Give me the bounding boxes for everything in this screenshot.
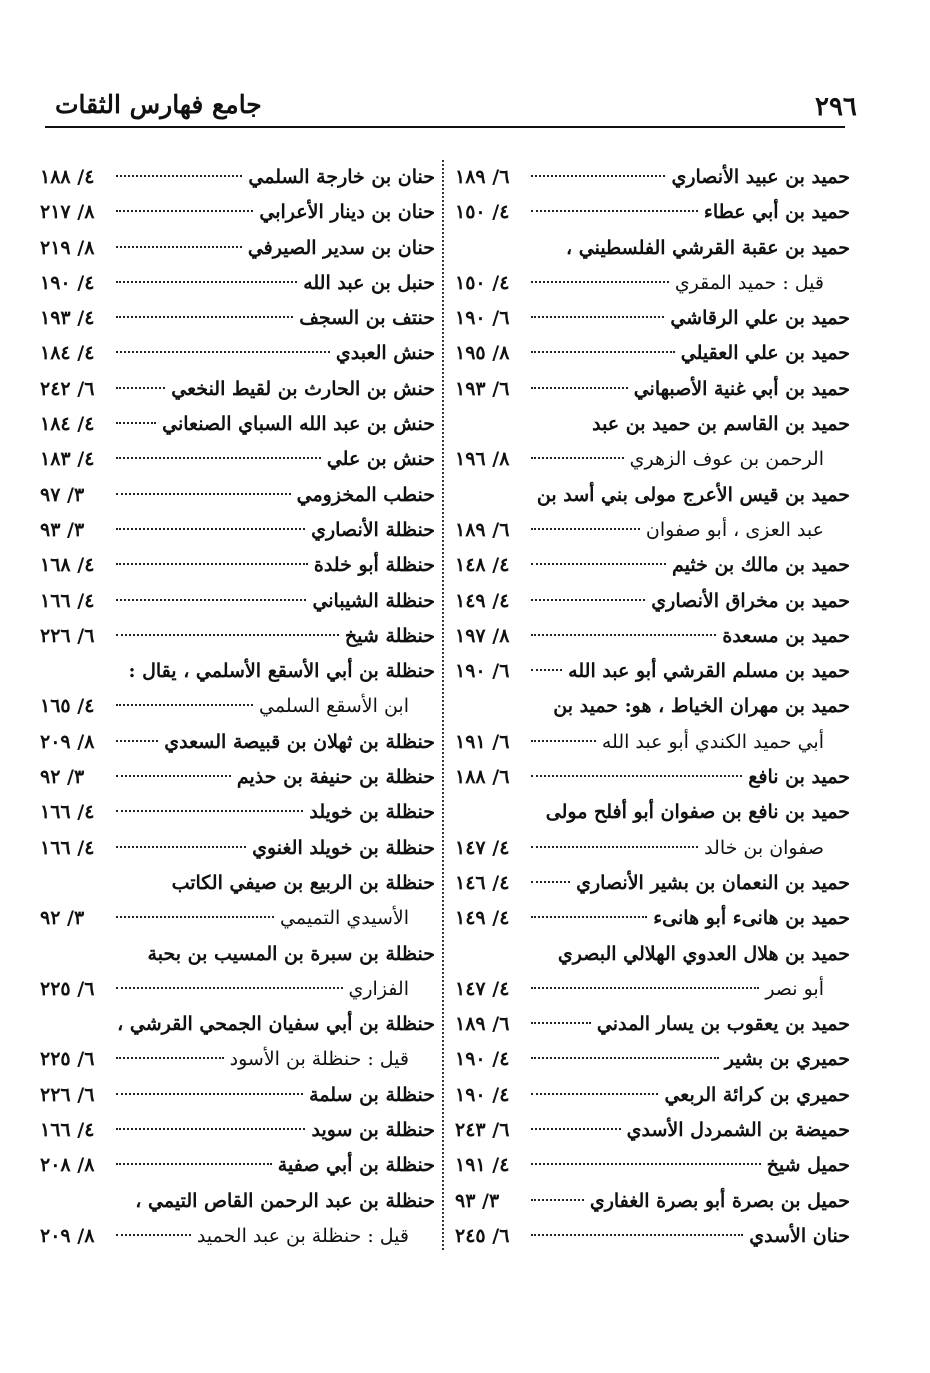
dot-leader <box>116 987 343 989</box>
index-entry <box>40 336 435 371</box>
index-entry <box>455 937 850 972</box>
entry-name: حميد بن نافع <box>748 766 850 789</box>
dot-leader <box>531 1128 621 1130</box>
entry-name: حميد بن يعقوب بن يسار المدني <box>596 1013 850 1036</box>
entry-name: حنظلة بن سويد <box>311 1119 435 1142</box>
entry-name: حنظلة بن خويلد <box>309 801 435 824</box>
entry-name: حميد بن علي الرقاشي <box>670 307 850 330</box>
entry-name: حميري بن بشير <box>724 1048 850 1071</box>
entry-name: الفزاري <box>348 977 409 1000</box>
index-entry <box>455 689 850 724</box>
entry-reference: ٨/ ٢١٩ <box>40 236 95 259</box>
dot-leader <box>116 916 274 918</box>
entry-reference: ٦/ ٢٤٥ <box>455 1224 510 1247</box>
entry-name: حنطب المخزومي <box>296 483 435 506</box>
entry-name: حميد بن أبي غنية الأصبهاني <box>633 377 850 400</box>
header-rule <box>45 126 845 128</box>
index-entry <box>40 513 435 548</box>
entry-reference: ٤/ ١٨٨ <box>40 166 95 188</box>
dot-leader <box>531 881 570 883</box>
index-entry <box>40 654 435 689</box>
index-entry <box>40 619 435 654</box>
entry-reference: ٤/ ١٤٩ <box>455 589 510 612</box>
page-number: ٢٩٦ <box>815 92 857 122</box>
entry-name: حنظلة بن خويلد الغنوي <box>252 836 435 859</box>
entry-reference: ٦/ ٢٢٥ <box>40 1048 95 1071</box>
column-divider <box>442 160 444 1250</box>
entry-reference: ٤/ ١٤٦ <box>455 871 510 894</box>
dot-leader <box>531 387 628 389</box>
dot-leader <box>531 281 669 283</box>
entry-name: حنتف بن السجف <box>299 307 435 330</box>
entry-reference: ٦/ ١٩٠ <box>455 660 510 683</box>
dot-leader <box>116 457 321 459</box>
entry-name: حنش بن عبد الله السباي الصنعاني <box>162 413 435 436</box>
entry-name: حميد بن هلال العدوي الهلالي البصري <box>557 942 850 965</box>
entry-reference: ٦/ ١٩٣ <box>455 377 510 400</box>
dot-leader <box>116 775 231 777</box>
index-entry <box>40 1078 435 1113</box>
entry-name: حنظلة بن أبي سفيان الجمحي القرشي ، <box>117 1013 435 1036</box>
entry-reference: ٤/ ١٩٠ <box>455 1048 510 1071</box>
entry-reference: ٤/ ١٤٧ <box>455 977 510 1000</box>
dot-leader <box>531 1093 658 1095</box>
dot-leader <box>116 1163 272 1165</box>
entry-name: حنظلة بن الربيع بن صيفي الكاتب <box>171 871 435 894</box>
entry-reference: ٤/ ١٦٦ <box>40 1119 95 1142</box>
dot-leader <box>116 599 306 601</box>
dot-leader <box>116 634 339 636</box>
entry-reference: ٦/ ١٨٩ <box>455 166 510 188</box>
index-entry <box>455 160 850 195</box>
index-entry <box>40 301 435 336</box>
index-entry <box>40 160 435 195</box>
entry-name: حنش بن الحارث بن لقيط النخعي <box>171 377 435 400</box>
entry-name: قيل : حنظلة بن عبد الحميد <box>196 1224 409 1247</box>
entry-name: حميد بن النعمان بن بشير الأنصاري <box>576 871 850 894</box>
index-entry <box>455 795 850 830</box>
entry-name: حنظلة بن سبرة بن المسيب بن بحبة <box>147 942 435 965</box>
dot-leader <box>116 810 303 812</box>
index-entry <box>455 407 850 442</box>
dot-leader <box>531 775 742 777</box>
entry-reference: ٤/ ١٨٤ <box>40 342 95 365</box>
index-entry <box>455 725 850 760</box>
index-entry <box>455 1184 850 1219</box>
index-entry <box>40 584 435 619</box>
index-entry <box>40 831 435 866</box>
index-entry <box>455 548 850 583</box>
entry-reference: ٨/ ٢٠٩ <box>40 730 95 753</box>
dot-leader <box>116 528 305 530</box>
dot-leader <box>531 351 675 353</box>
index-entry <box>455 866 850 901</box>
dot-leader <box>116 422 156 424</box>
entry-reference: ٦/ ١٨٩ <box>455 1013 510 1036</box>
dot-leader <box>116 493 291 495</box>
entry-reference: ٦/ ٢٢٦ <box>40 624 95 647</box>
index-entry <box>455 1042 850 1077</box>
entry-name: حميد بن هانىء أبو هانىء <box>653 907 850 930</box>
dot-leader <box>531 634 716 636</box>
entry-reference: ٦/ ١٨٩ <box>455 518 510 541</box>
entry-reference: ٨/ ١٩٧ <box>455 624 510 647</box>
dot-leader <box>531 1022 591 1024</box>
index-entry <box>455 478 850 513</box>
dot-leader <box>531 175 665 177</box>
index-entry <box>40 866 435 901</box>
dot-leader <box>116 704 253 706</box>
index-entry <box>40 442 435 477</box>
entry-name: صفوان بن خالد <box>704 836 824 859</box>
entry-name: حنظلة أبو خلدة <box>313 554 435 577</box>
index-column-left <box>40 160 435 1254</box>
entry-name: حنان بن سدير الصيرفي <box>247 236 435 259</box>
entry-name: حميد بن قيس الأعرج مولى بني أسد بن <box>536 483 850 506</box>
entry-reference: ٤/ ١٥٠ <box>455 271 510 294</box>
dot-leader <box>531 316 664 318</box>
index-entry <box>455 1113 850 1148</box>
dot-leader <box>531 846 698 848</box>
entry-name: حميد بن مسعدة <box>722 624 850 647</box>
dot-leader <box>116 175 242 177</box>
index-entry <box>40 1219 435 1254</box>
entry-reference: ٤/ ١٥٠ <box>455 201 510 224</box>
index-entry <box>40 795 435 830</box>
entry-name: حنظلة بن ثهلان بن قبيصة السعدي <box>164 730 435 753</box>
index-entry <box>455 231 850 266</box>
entry-name: حنظلة الأنصاري <box>311 518 435 541</box>
entry-name: قيل : حميد المقري <box>674 271 824 294</box>
dot-leader <box>116 316 293 318</box>
index-entry <box>455 336 850 371</box>
index-entry <box>455 1148 850 1183</box>
entry-reference: ٤/ ١٦٨ <box>40 554 95 577</box>
entry-name: حميد بن عبيد الأنصاري <box>671 166 850 188</box>
entry-name: حنان الأسدي <box>749 1224 850 1247</box>
entry-reference: ٤/ ١٦٦ <box>40 801 95 824</box>
index-entry <box>40 407 435 442</box>
index-entry <box>40 231 435 266</box>
entry-reference: ٦/ ٢٢٦ <box>40 1083 95 1106</box>
entry-name: حنظلة شيخ <box>344 624 435 647</box>
entry-name: ابن الأسقع السلمي <box>259 695 409 718</box>
dot-leader <box>116 1234 191 1236</box>
index-entry <box>455 619 850 654</box>
index-entry <box>455 654 850 689</box>
entry-name: حنظلة بن حنيفة بن حذيم <box>236 766 435 789</box>
entry-reference: ٤/ ١٩١ <box>455 1154 510 1177</box>
entry-name: حميد بن نافع بن صفوان أبو أفلح مولى <box>545 801 850 824</box>
dot-leader <box>116 1057 224 1059</box>
entry-reference: ٨/ ٢١٧ <box>40 201 95 224</box>
entry-name: حنش بن علي <box>326 448 435 471</box>
entry-name: حميد بن مالك بن خثيم <box>671 554 850 577</box>
entry-name: حميد بن مسلم القرشي أبو عبد الله <box>568 660 850 683</box>
index-entry <box>455 195 850 230</box>
dot-leader <box>531 528 640 530</box>
dot-leader <box>531 916 647 918</box>
entry-reference: ٤/ ١٩٠ <box>40 271 95 294</box>
dot-leader <box>531 457 624 459</box>
dot-leader <box>116 846 246 848</box>
index-entry <box>455 1219 850 1254</box>
index-entry <box>40 372 435 407</box>
entry-name: حميد بن مخراق الأنصاري <box>651 589 850 612</box>
index-entry <box>455 442 850 477</box>
dot-leader <box>116 281 297 283</box>
entry-reference: ٤/ ١٦٥ <box>40 695 95 718</box>
entry-name: حنظلة الشيباني <box>312 589 435 612</box>
dot-leader <box>116 210 253 212</box>
entry-name: أبو نصر <box>765 977 824 1000</box>
dot-leader <box>531 1057 719 1059</box>
entry-name: حميل شيخ <box>766 1154 850 1177</box>
index-entry <box>40 548 435 583</box>
entry-reference: ٨/ ٢٠٨ <box>40 1154 95 1177</box>
entry-reference: ٦/ ١٩١ <box>455 730 510 753</box>
index-entry <box>40 1007 435 1042</box>
entry-name: حنظلة بن أبي صفية <box>277 1154 435 1177</box>
entry-reference: ٤/ ١٦٦ <box>40 589 95 612</box>
dot-leader <box>531 599 645 601</box>
dot-leader <box>531 987 759 989</box>
entry-name: حميد بن مهران الخياط ، هو: حميد بن <box>553 695 850 718</box>
index-entry <box>40 1148 435 1183</box>
dot-leader <box>116 1093 303 1095</box>
entry-name: حنظلة بن عبد الرحمن القاص التيمي ، <box>135 1189 435 1212</box>
entry-name: حنان بن خارجة السلمي <box>248 166 435 188</box>
index-entry <box>40 478 435 513</box>
dot-leader <box>116 1128 305 1130</box>
index-entry <box>40 1042 435 1077</box>
index-entry <box>455 1007 850 1042</box>
entry-reference: ٣/ ٩٢ <box>40 907 85 930</box>
index-entry <box>455 372 850 407</box>
entry-reference: ٤/ ١٤٨ <box>455 554 510 577</box>
entry-reference: ٣/ ٩٢ <box>40 766 85 789</box>
dot-leader <box>116 246 242 248</box>
dot-leader <box>116 740 158 742</box>
index-entry <box>455 513 850 548</box>
entry-reference: ٤/ ١٤٧ <box>455 836 510 859</box>
entry-name: حميري بن كرائة الربعي <box>664 1083 850 1106</box>
entry-name: حنظلة بن سلمة <box>309 1083 435 1106</box>
entry-reference: ٦/ ٢٢٥ <box>40 977 95 1000</box>
index-entry <box>40 972 435 1007</box>
index-entry <box>455 301 850 336</box>
index-entry <box>455 901 850 936</box>
index-entry <box>455 1078 850 1113</box>
index-entry <box>40 760 435 795</box>
entry-name: حميد بن أبي عطاء <box>703 201 850 224</box>
entry-name: حميل بن بصرة أبو بصرة الغفاري <box>589 1189 850 1212</box>
dot-leader <box>531 1163 761 1165</box>
index-entry <box>40 266 435 301</box>
entry-reference: ٤/ ١٩٠ <box>455 1083 510 1106</box>
entry-name: حنش العبدي <box>335 342 435 365</box>
entry-reference: ٦/ ٢٤٣ <box>455 1119 510 1142</box>
dot-leader <box>116 563 308 565</box>
index-entry <box>455 831 850 866</box>
entry-name: الأسيدي التميمي <box>280 907 409 930</box>
index-entry <box>455 972 850 1007</box>
dot-leader <box>531 1234 743 1236</box>
dot-leader <box>116 387 165 389</box>
entry-reference: ٤/ ١٨٤ <box>40 413 95 436</box>
entry-reference: ٤/ ١٩٣ <box>40 307 95 330</box>
index-entry <box>40 1113 435 1148</box>
entry-reference: ٨/ ٢٠٩ <box>40 1224 95 1247</box>
entry-name: عبد العزى ، أبو صفوان <box>645 518 824 541</box>
dot-leader <box>531 669 562 671</box>
entry-name: حنظلة بن أبي الأسقع الأسلمي ، يقال : <box>128 660 435 683</box>
entry-reference: ٤/ ١٨٣ <box>40 448 95 471</box>
index-entry <box>40 901 435 936</box>
index-entry <box>40 1184 435 1219</box>
entry-name: حميد بن علي العقيلي <box>680 342 850 365</box>
dot-leader <box>531 1199 584 1201</box>
index-entry <box>40 725 435 760</box>
entry-name: حميد بن عقبة القرشي الفلسطيني ، <box>566 236 850 259</box>
entry-reference: ٣/ ٩٧ <box>40 483 85 506</box>
dot-leader <box>531 563 666 565</box>
index-entry <box>40 937 435 972</box>
index-entry <box>40 689 435 724</box>
entry-reference: ٨/ ١٩٦ <box>455 448 510 471</box>
index-entry <box>40 195 435 230</box>
running-title: جامع فهارس الثقات <box>55 90 262 119</box>
entry-reference: ٣/ ٩٣ <box>455 1189 500 1212</box>
dot-leader <box>116 351 330 353</box>
entry-reference: ٨/ ١٩٥ <box>455 342 510 365</box>
entry-reference: ٤/ ١٦٦ <box>40 836 95 859</box>
entry-name: حميد بن القاسم بن حميد بن عبد <box>592 413 850 436</box>
index-entry <box>455 266 850 301</box>
entry-reference: ٤/ ١٤٩ <box>455 907 510 930</box>
entry-name: قيل : حنظلة بن الأسود <box>229 1048 409 1071</box>
index-column-right <box>455 160 850 1254</box>
dot-leader <box>531 740 596 742</box>
entry-reference: ٦/ ١٩٠ <box>455 307 510 330</box>
entry-name: أبي حميد الكندي أبو عبد الله <box>601 730 824 753</box>
entry-reference: ٦/ ١٨٨ <box>455 766 510 789</box>
entry-name: حنان بن دينار الأعرابي <box>259 201 435 224</box>
entry-name: حنبل بن عبد الله <box>303 271 435 294</box>
entry-name: الرحمن بن عوف الزهري <box>629 448 824 471</box>
index-entry <box>455 584 850 619</box>
dot-leader <box>531 210 698 212</box>
entry-reference: ٦/ ٢٤٢ <box>40 377 95 400</box>
entry-name: حميضة بن الشمردل الأسدي <box>626 1119 850 1142</box>
entry-reference: ٣/ ٩٣ <box>40 518 85 541</box>
index-entry <box>455 760 850 795</box>
